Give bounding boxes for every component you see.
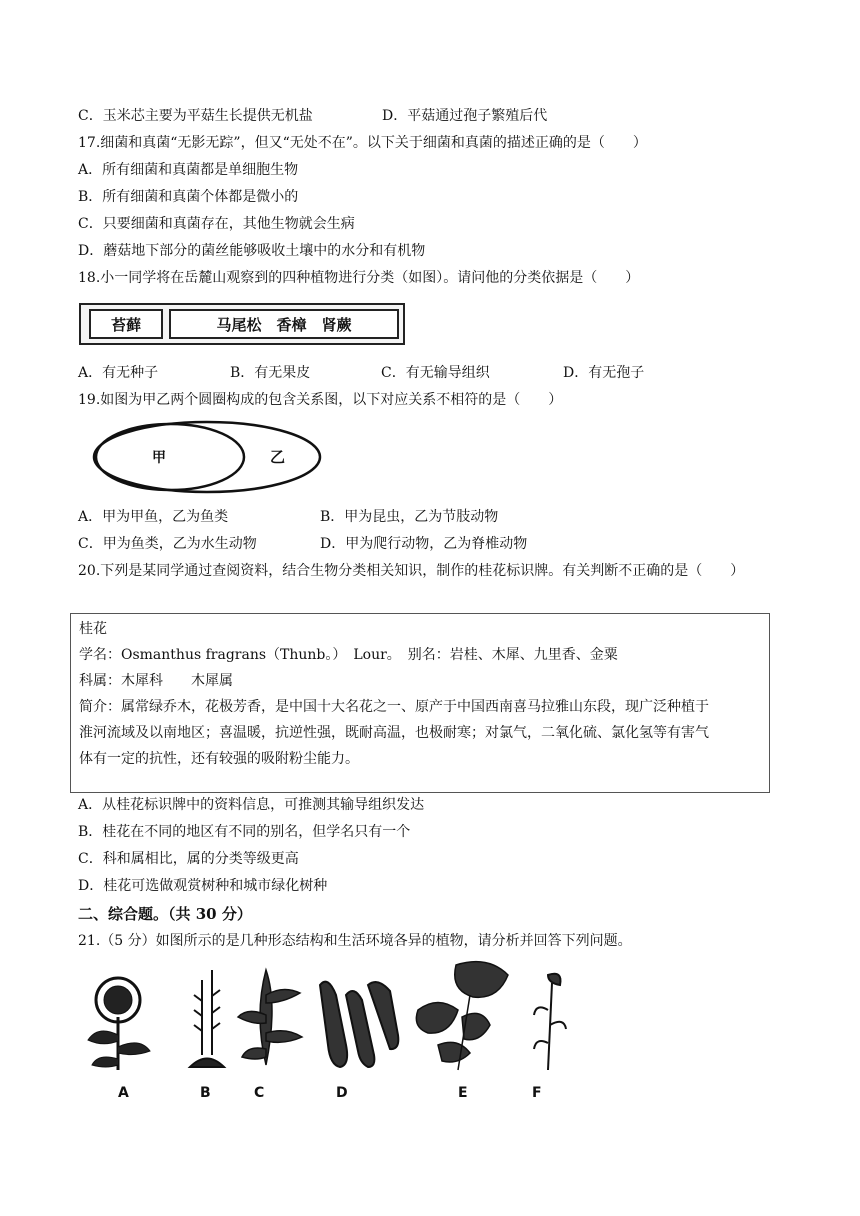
q17-option-b: B．所有细菌和真菌个体都是微小的 bbox=[78, 189, 299, 205]
q20-stem: 20.下列是某同学通过查阅资料，结合生物分类相关知识，制作的桂花标识牌。有关判断不正确的是（ ） bbox=[78, 563, 745, 579]
q21-stem: 21.（5 分）如图所示的是几种形态结构和生活环境各异的植物，请分析并回答下列问题。 bbox=[78, 933, 632, 949]
plant-c-fern bbox=[238, 970, 302, 1065]
q19-venn-figure bbox=[90, 418, 326, 498]
section-title: 二、综合题。（共 30 分） bbox=[78, 905, 252, 923]
q19-option-c: C．甲为鱼类，乙为水生动物 bbox=[78, 536, 257, 552]
q18-option-c: C．有无输导组织 bbox=[381, 365, 490, 381]
q19-stem: 19.如图为甲乙两个圆圈构成的包含关系图，以下对应关系不相符的是（ ） bbox=[78, 392, 563, 408]
plant-d-seaweed bbox=[320, 982, 398, 1067]
q20-option-c: C．科和属相比，属的分类等级更高 bbox=[78, 851, 299, 867]
q19-option-b: B．甲为昆虫，乙为节肢动物 bbox=[320, 509, 499, 525]
q17-option-a: A．所有细菌和真菌都是单细胞生物 bbox=[78, 162, 299, 178]
q18-option-d: D．有无孢子 bbox=[563, 365, 645, 381]
q17-stem: 17.细菌和真菌“无影无踪”，但又“无处不在”。以下关于细菌和真菌的描述正确的是（ ） bbox=[78, 135, 647, 151]
plant-label-c: C bbox=[254, 1085, 265, 1101]
plant-label-e: E bbox=[458, 1085, 468, 1101]
q19-option-a: A．甲为甲鱼，乙为鱼类 bbox=[78, 509, 229, 525]
q20-option-d: D．桂花可选做观赏树种和城市绿化树种 bbox=[78, 878, 328, 894]
q21-plants-figure bbox=[78, 955, 578, 1105]
q18-stem: 18.小一同学将在岳麓山观察到的四种植物进行分类（如图）。请问他的分类依据是（ ） bbox=[78, 270, 640, 286]
q19-outer-label: 乙 bbox=[270, 448, 286, 466]
plant-a-sunflower bbox=[88, 978, 150, 1070]
plant-label-a: A bbox=[118, 1085, 129, 1101]
q19-option-d: D．甲为爬行动物，乙为脊椎动物 bbox=[320, 536, 528, 552]
plant-f-sprig bbox=[534, 974, 566, 1070]
card-scientific-name: 学名：Osmanthus fragrans（Thunb。） Lour。 别名：岩桂、木犀、九里香、金粟 bbox=[79, 647, 618, 663]
card-family-genus: 科属：木犀科 木犀属 bbox=[79, 673, 233, 689]
plant-e-shrub bbox=[416, 962, 508, 1070]
q16-option-c: C．玉米芯主要为平菇生长提供无机盐 bbox=[78, 108, 313, 124]
q19-inner-label: 甲 bbox=[152, 450, 166, 466]
plant-label-b: B bbox=[200, 1085, 211, 1101]
q18-classification-figure bbox=[78, 300, 408, 350]
q18-group2-label: 马尾松 香樟 肾蕨 bbox=[216, 316, 352, 334]
card-title: 桂花 bbox=[79, 621, 107, 637]
q20-info-card bbox=[70, 613, 770, 793]
q17-option-c: C．只要细菌和真菌存在，其他生物就会生病 bbox=[78, 216, 355, 232]
card-intro-line3: 体有一定的抗性，还有较强的吸附粉尘能力。 bbox=[79, 751, 359, 767]
q16-option-d: D．平菇通过孢子繁殖后代 bbox=[382, 108, 548, 124]
q20-option-b: B．桂花在不同的地区有不同的别名，但学名只有一个 bbox=[78, 824, 411, 840]
plant-b-moss bbox=[190, 970, 224, 1067]
q18-option-a: A．有无种子 bbox=[78, 365, 159, 381]
q17-option-d: D．蘑菇地下部分的菌丝能够吸收土壤中的水分和有机物 bbox=[78, 243, 426, 259]
q18-group1-label: 苔藓 bbox=[110, 316, 141, 334]
q20-option-a: A．从桂花标识牌中的资料信息，可推测其输导组织发达 bbox=[78, 797, 425, 813]
card-intro-line2: 淮河流域及以南地区；喜温暖，抗逆性强，既耐高温，也极耐寒；对氯气，二氧化硫、氯化氢等有害气 bbox=[79, 725, 709, 741]
plant-label-d: D bbox=[336, 1085, 348, 1101]
card-intro-line1: 简介：属常绿乔木，花极芳香，是中国十大名花之一、原产于中国西南喜马拉雅山东段，现广泛种植于 bbox=[79, 699, 709, 715]
plant-label-f: F bbox=[532, 1085, 542, 1101]
q18-option-b: B．有无果皮 bbox=[230, 365, 311, 381]
